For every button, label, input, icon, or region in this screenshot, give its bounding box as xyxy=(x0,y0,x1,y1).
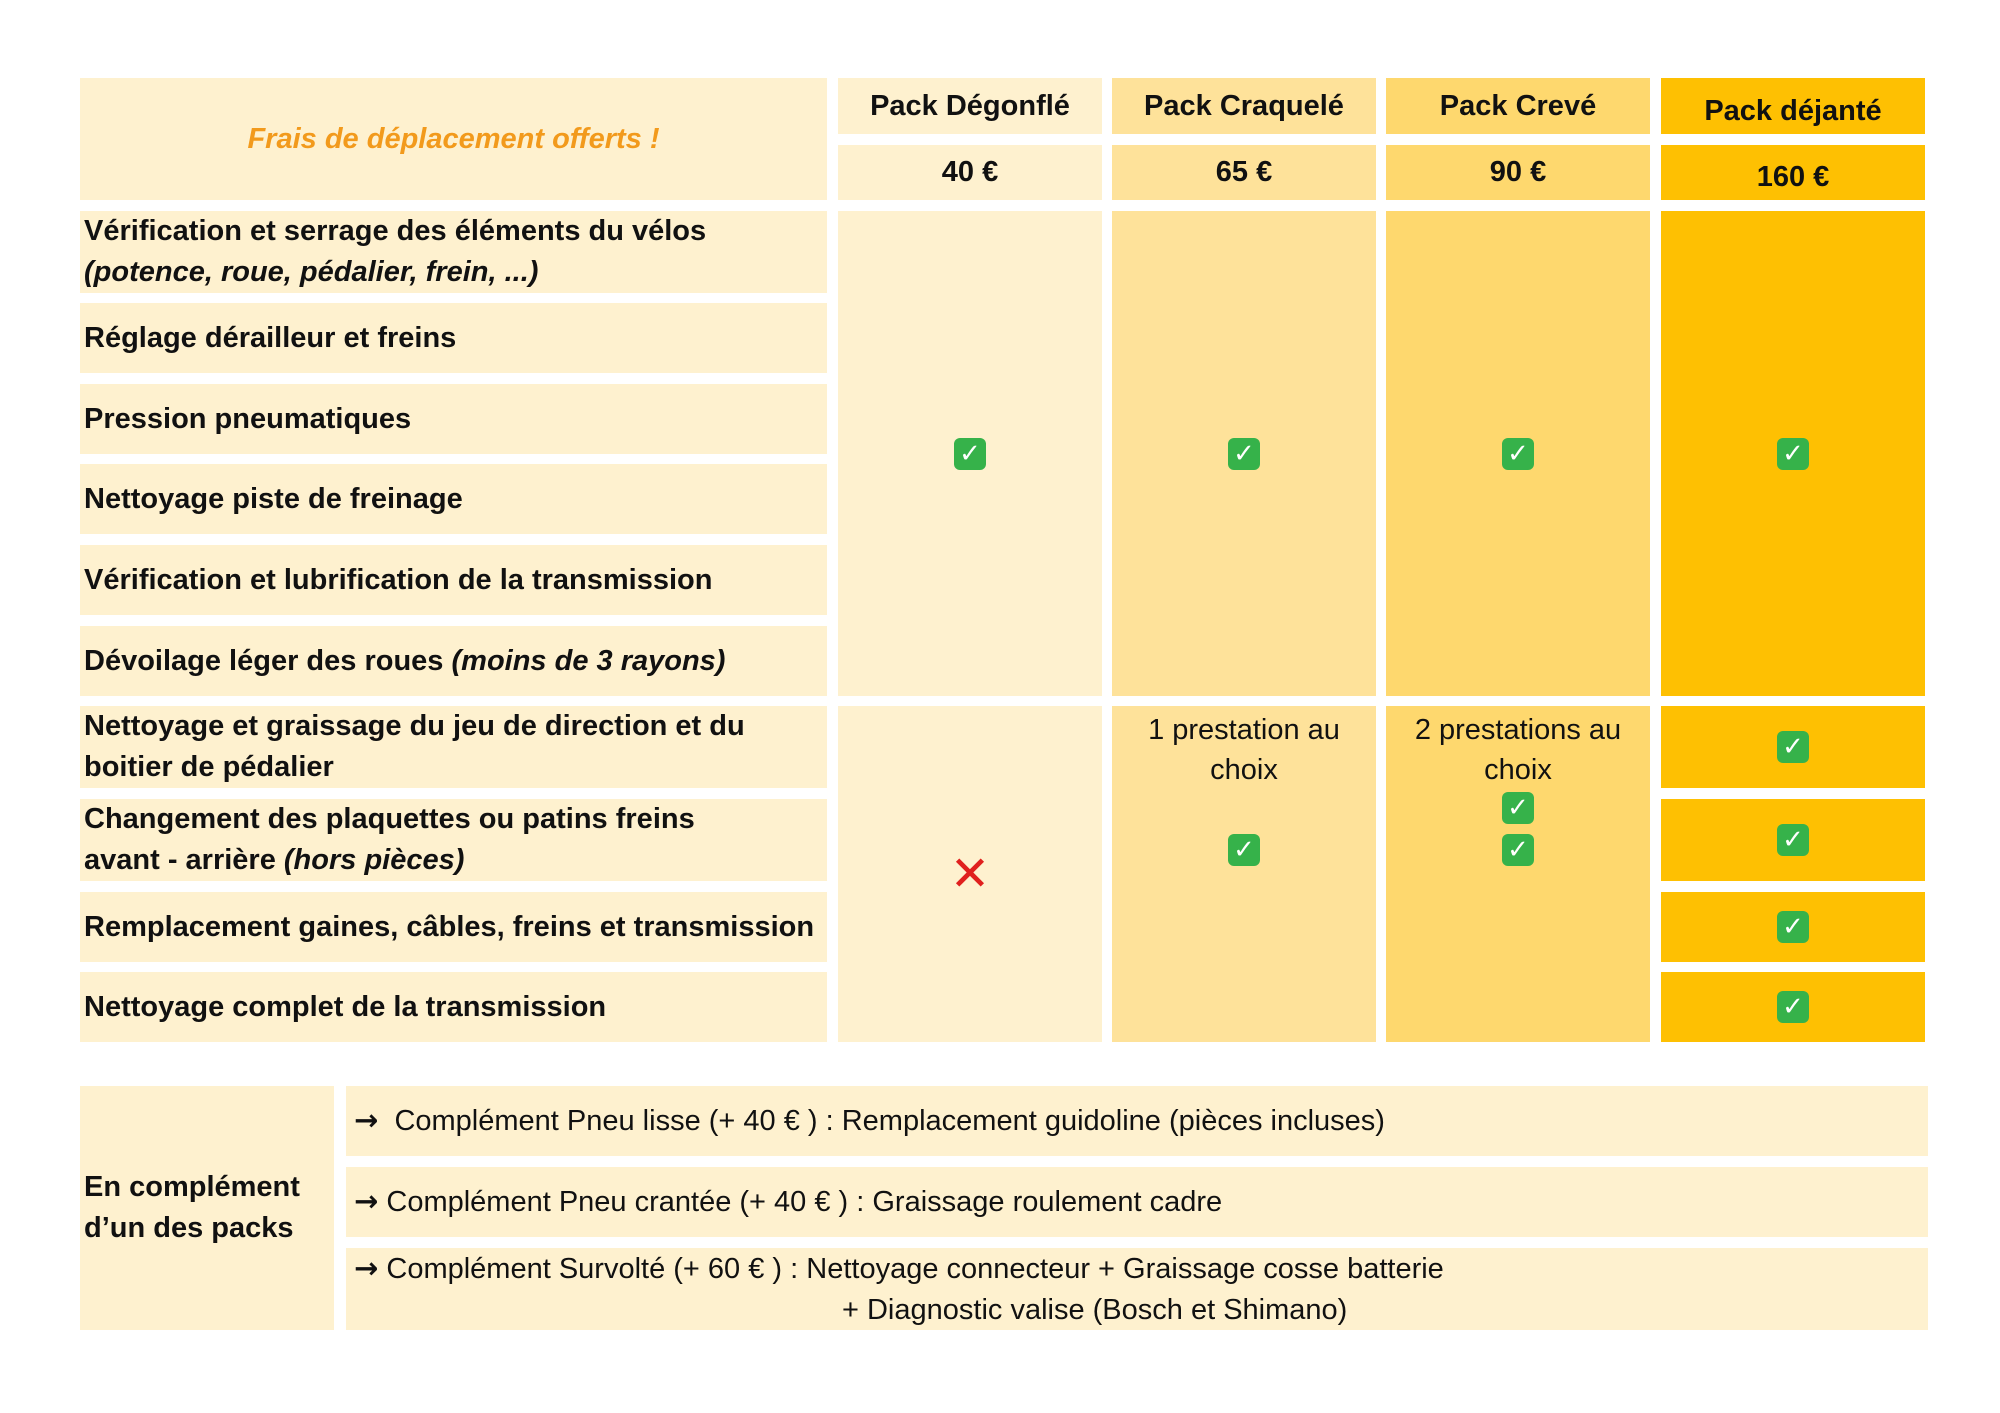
check-mark-icon: ✓ xyxy=(1228,834,1260,866)
travel-offer-tagline xyxy=(80,78,827,200)
right-arrow-icon: → xyxy=(354,1250,379,1285)
craquele-choice-text xyxy=(1112,710,1376,790)
service-row-jeu-direction xyxy=(80,706,827,788)
service-label: Vérification et lubrification de la transmission xyxy=(84,563,713,596)
addon-pneu-lisse xyxy=(346,1086,1928,1156)
service-label: Nettoyage et graissage du jeu de direction et du xyxy=(84,710,745,742)
pack-craquele-name: Pack Craquelé xyxy=(1144,89,1344,122)
addon-line xyxy=(354,1248,1928,1290)
check-mark-icon: ✓ xyxy=(1502,834,1534,866)
pack-degonfle-price-text: 40 € xyxy=(941,156,999,188)
service-detail: (hors pièces) xyxy=(283,844,465,876)
extra-creve-cell xyxy=(1386,706,1650,1042)
right-arrow-icon: → xyxy=(354,1103,379,1137)
basic-creve-cell xyxy=(1386,211,1650,696)
service-row-verification xyxy=(80,211,827,293)
addon-text-2: + Diagnostic valise (Bosch et Shimano) xyxy=(842,1293,1348,1326)
pack-degonfle-name: Pack Dégonflé xyxy=(870,89,1070,122)
addons-title-line-2: d’un des packs xyxy=(84,1212,294,1244)
service-row-nettoyage-complet xyxy=(80,972,827,1042)
right-arrow-icon: → xyxy=(354,1184,379,1218)
pack-dejante-name: Pack déjanté xyxy=(1704,94,1882,127)
pack-creve-price xyxy=(1386,145,1650,200)
service-label: Pression pneumatiques xyxy=(84,402,412,435)
addon-text: Complément Pneu lisse (+ 40 € ) : Remplacement guidoline (pièces incluses) xyxy=(394,1105,1385,1137)
service-label-2: avant - arrière xyxy=(84,844,276,876)
extra-dejante-jeu-direction xyxy=(1661,706,1925,788)
pack-degonfle-price xyxy=(838,145,1102,200)
service-label-line xyxy=(84,641,827,682)
extra-degonfle-cell xyxy=(838,706,1102,1042)
extra-craquele-cell xyxy=(1112,706,1376,1042)
basic-degonfle-cell xyxy=(838,211,1102,696)
check-mark-icon: ✓ xyxy=(1228,438,1260,470)
service-row-devoilage xyxy=(80,626,827,696)
service-label: Vérification et serrage des éléments du vélos xyxy=(84,215,707,247)
pack-craquele-price xyxy=(1112,145,1376,200)
addon-text: Complément Pneu crantée (+ 40 € ) : Graissage roulement cadre xyxy=(386,1186,1223,1218)
pack-creve-price-text: 90 € xyxy=(1489,156,1547,188)
service-label-2: boitier de pédalier xyxy=(84,751,334,783)
service-label: Dévoilage léger des roues xyxy=(84,644,444,677)
cross-mark-icon: ✕ xyxy=(949,846,991,902)
service-label: Nettoyage complet de la transmission xyxy=(84,990,607,1023)
service-row-reglage xyxy=(80,303,827,373)
pack-creve-header xyxy=(1386,78,1650,134)
check-mark-icon: ✓ xyxy=(1777,824,1809,856)
choice-line-1: 2 prestations au xyxy=(1414,714,1622,746)
service-label-line xyxy=(84,840,827,881)
addons-title-line-1: En complément xyxy=(84,1171,300,1203)
service-label: Nettoyage piste de freinage xyxy=(84,482,463,515)
basic-dejante-cell xyxy=(1661,211,1925,696)
addon-line xyxy=(354,1181,1928,1223)
service-label: Changement des plaquettes ou patins freins xyxy=(84,803,695,835)
choice-line-2: choix xyxy=(1484,754,1552,786)
check-mark-icon: ✓ xyxy=(1777,911,1809,943)
addon-survolte xyxy=(346,1248,1928,1330)
addon-line xyxy=(354,1100,1928,1142)
extra-dejante-plaquettes xyxy=(1661,799,1925,881)
service-row-piste xyxy=(80,464,827,534)
pack-dejante-price xyxy=(1661,145,1925,200)
addon-pneu-crantee xyxy=(346,1167,1928,1237)
service-label: Réglage dérailleur et freins xyxy=(84,321,457,354)
check-mark-icon: ✓ xyxy=(1777,731,1809,763)
pack-dejante-price-text: 160 € xyxy=(1756,161,1830,193)
service-row-transmission xyxy=(80,545,827,615)
tagline-text: Frais de déplacement offerts ! xyxy=(247,122,660,155)
check-mark-icon: ✓ xyxy=(1777,991,1809,1023)
pack-craquele-header xyxy=(1112,78,1376,134)
addon-text: Complément Survolté (+ 60 € ) : Nettoyage connecteur + Graissage cosse batterie xyxy=(386,1252,1444,1285)
choice-line-1: 1 prestation au xyxy=(1148,714,1340,746)
pack-craquele-price-text: 65 € xyxy=(1215,156,1273,188)
check-mark-icon: ✓ xyxy=(1502,792,1534,824)
pack-degonfle-header xyxy=(838,78,1102,134)
service-label: Remplacement gaines, câbles, freins et transmission xyxy=(84,910,815,943)
check-mark-icon: ✓ xyxy=(1777,438,1809,470)
service-row-gaines xyxy=(80,892,827,962)
creve-choice-text xyxy=(1386,710,1650,790)
service-row-plaquettes xyxy=(80,799,827,881)
pack-creve-name: Pack Crevé xyxy=(1439,89,1597,122)
choice-line-2: choix xyxy=(1210,754,1278,786)
basic-craquele-cell xyxy=(1112,211,1376,696)
extra-dejante-gaines xyxy=(1661,892,1925,962)
service-detail: (moins de 3 rayons) xyxy=(451,644,726,677)
addons-title xyxy=(80,1086,334,1330)
check-mark-icon: ✓ xyxy=(1502,438,1534,470)
pack-dejante-header xyxy=(1661,78,1925,134)
service-row-pression xyxy=(80,384,827,454)
check-mark-icon: ✓ xyxy=(954,438,986,470)
extra-dejante-nettoyage xyxy=(1661,972,1925,1042)
service-detail: (potence, roue, pédalier, frein, ...) xyxy=(84,256,539,288)
